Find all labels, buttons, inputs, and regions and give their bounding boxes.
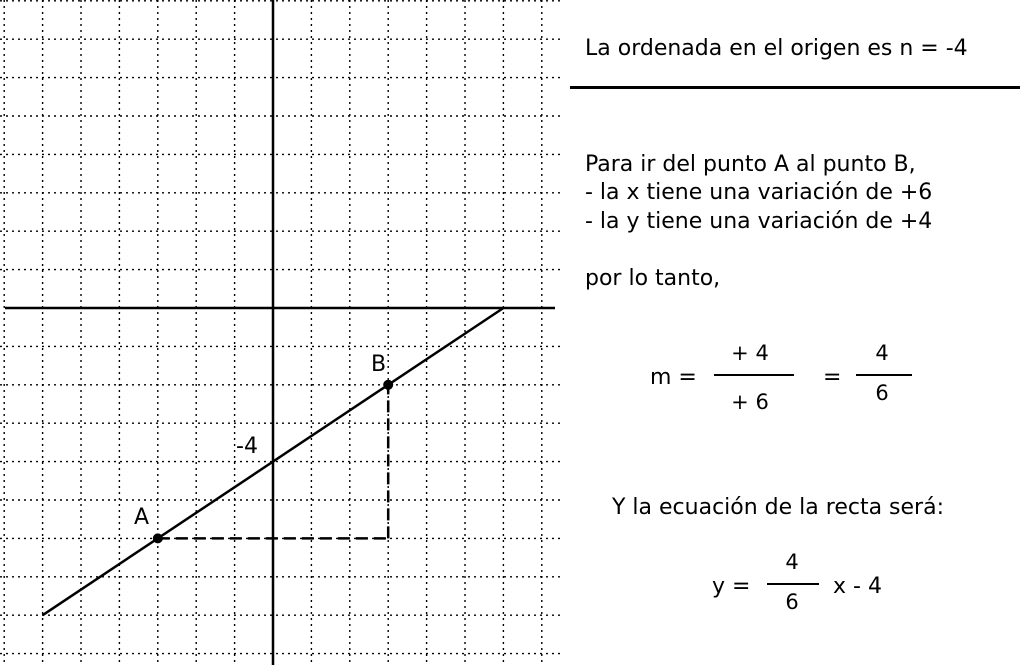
slope-fraction-bar-2 (856, 374, 912, 376)
therefore-text: por lo tanto, (585, 266, 721, 291)
slope-den1: + 6 (731, 390, 769, 414)
slope-num1: + 4 (731, 341, 769, 365)
intro-text: Para ir del punto A al punto B, (585, 152, 916, 177)
slope-num2: 4 (875, 341, 889, 365)
equation-fraction-bar (767, 583, 819, 585)
intercept-label: -4 (236, 434, 258, 459)
axes (5, 0, 555, 665)
point-label-a: A (134, 505, 150, 530)
point-b (383, 380, 393, 390)
slope-fraction-bar-1 (714, 374, 794, 376)
slope-equals: = (823, 365, 842, 390)
equation-lhs: y = (712, 574, 751, 599)
dx-text: - la x tiene una variación de +6 (585, 180, 933, 205)
point-a (153, 533, 163, 543)
dy-text: - la y tiene una variación de +4 (585, 209, 933, 234)
equation-rhs: x - 4 (833, 574, 882, 599)
slope-lhs: m = (650, 365, 697, 390)
slope-den2: 6 (875, 381, 889, 405)
divider (570, 86, 1020, 89)
equation-den: 6 (785, 590, 799, 614)
equation-intro: Y la ecuación de la recta será: (612, 495, 944, 520)
intercept-statement: La ordenada en el origen es n = -4 (585, 36, 968, 61)
point-label-b: B (371, 352, 387, 377)
equation-num: 4 (785, 550, 799, 574)
